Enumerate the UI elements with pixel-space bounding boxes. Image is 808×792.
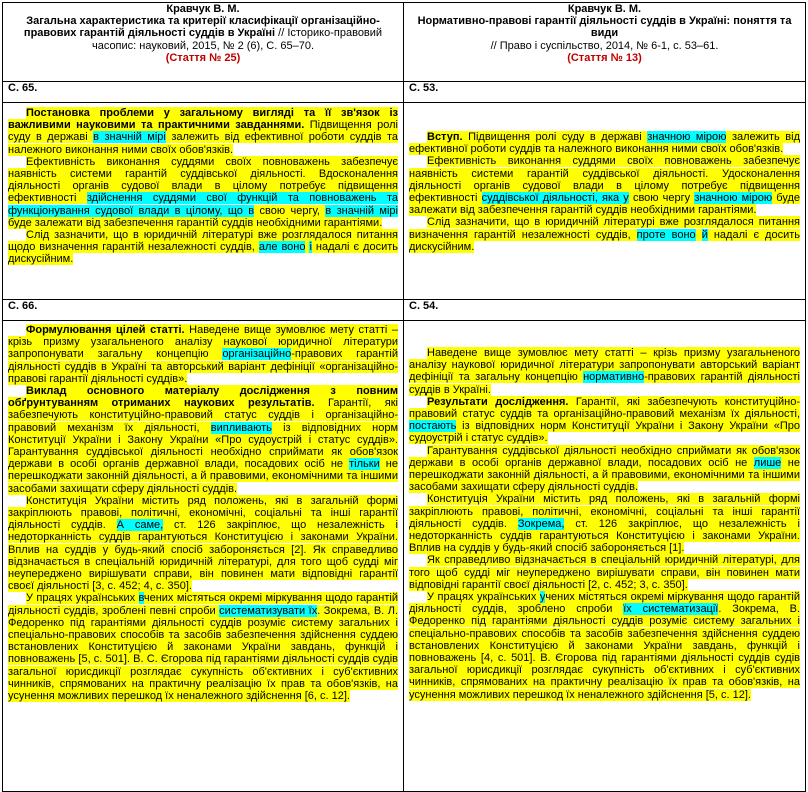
cyan-highlight: систематизувати їх [219, 604, 318, 617]
text-fragment: Конституція України містить ряд положень, які в загальній формі закріплюють правові, політичні, економічні, соціальні та інші гарантії діяльності суддів. [409, 493, 800, 530]
text-fragment [696, 229, 702, 241]
paragraph [409, 554, 800, 591]
text-fragment: не перешкоджати законній діяльності, а й правовими, економічними та іншими засобами захищати сферу діяльності суддів. [8, 458, 399, 495]
page-row-1 [3, 82, 806, 103]
text-fragment: Слід зазначити, що в юридичній літературі вже розглядалося питання щодо визначення гарантій незалежності суддів, [8, 229, 398, 254]
cyan-highlight: значною мірою [694, 192, 773, 205]
text-fragment: Гарантії, які забезпечують конституційно-правовий статус суддів і організаційно-правовий механізм їх діяльності, [8, 397, 398, 434]
comparison-table [2, 2, 806, 792]
paragraph [8, 592, 398, 702]
section-heading: Виклад основного матеріалу дослідження з повним обґрунтуванням отриманих наукових результатів. [8, 385, 398, 410]
cyan-highlight: в значній мірі [93, 131, 166, 144]
left-article-title: Загальна характеристика та критерії класифікації організаційно-правових гарантій діяльності суддів в Україні [23, 15, 380, 40]
text-fragment: залежить від ефективної роботи суддів та належного виконання ними своїх обов'язків. [8, 131, 398, 156]
cyan-highlight: Зокрема, [517, 517, 565, 530]
right-text-cell [404, 103, 806, 300]
right-page-label: С. 54. [404, 300, 806, 321]
paragraph [409, 396, 800, 445]
text-fragment: . Зокрема, В. Л. Федоренко під гарантіями діяльності суддів розуміє систему загальних і спеціально-правових способів та засобів забезпечення здійснення суддею встановлених Конституцією й законами України завдань, функцій і повноважень [5, с. 501]. В. С. Єгорова під гарантіями діяльності суддів судів загальної юрисдикції розглядає сукупність об'єктивних і суб'єктивних чинників, спрямованих на практичну реалізацію їх прав та обов'язків, на усунення можливих перешкод їх неналежного здійснення [6, с. 12]. [8, 604, 399, 703]
cyan-highlight: організаційно [222, 348, 292, 361]
paragraph [8, 324, 398, 385]
paragraph [8, 385, 398, 495]
text-fragment: У працях українських [26, 592, 139, 605]
header-row [3, 3, 806, 82]
text-row-1 [3, 103, 806, 300]
text-fragment: буде залежати від забезпечення гарантій суддів необхідними гарантіями. [409, 192, 800, 217]
left-source-citation: // Історико-правовий часопис: науковий, 2015, № 2 (6), С. 65–70. [91, 27, 383, 52]
paragraph [409, 216, 800, 253]
text-fragment: надалі є досить дискусійним. [409, 228, 801, 253]
cyan-highlight: в [138, 592, 144, 605]
text-fragment: чених містяться окремі міркування щодо гарантій діяльності суддів, зроблені певні спроби [8, 592, 398, 617]
cyan-highlight: в значній мірі [325, 204, 398, 217]
text-fragment: ст. 126 закріплює, що незалежність і недоторканність суддів гарантуються Конституцією і законами України. Вплив на суддів у будь-який спосіб забороняється [2]. Як справедливо відзначається в спеціальній юридичній літературі, для того щоб судді міг неупереджено вирішувати справи, він повинен мати відповідні гарантії своєї діяльності [3, с. 452; 4, с. 350]. [8, 519, 398, 593]
text-fragment: із відповідних норм Конституції України і Закону України «Про судоустрій і статус суддів». [409, 420, 800, 445]
text-fragment: буде залежати від забезпечення гарантій суддів необхідними гарантіями. [8, 216, 383, 229]
page-row-2 [3, 300, 806, 321]
cyan-highlight: здійснення суддями свої функцій та повноважень та функціонування судової влади в цілому, що в [8, 192, 398, 217]
section-heading: Формулювання цілей статті. [26, 324, 185, 336]
text-fragment: Підвищення ролі суду в державі [8, 119, 398, 144]
text-fragment: свою чергу, [254, 204, 326, 217]
left-author: Кравчук В. М. [166, 3, 240, 15]
section-heading: Постановка проблеми у загальному вигляді та її зв'язок із важливими науковими та практичними завданнями. [8, 107, 398, 132]
text-fragment: . Зокрема, В. Федоренко під гарантіями діяльності суддів розуміє систему загальних і спеціально-правових способів та засобів забезпечення здійснення суддею встановлених Конституцією й законами України завдань, функцій і повноважень [4, с. 501]. В. Єгорова під гарантіями діяльності суддів судів загальної юрисдикції розглядає сукупність об'єктивних і суб'єктивних чинників, спрямованих на практичну реалізацію їх прав та обов'язків, на усунення можливих перешкод їх неналежного здійснення [5, с. 12]. [409, 603, 801, 701]
text-fragment: Як справедливо відзначається в спеціальній юридичній літературі, для того щоб судді міг неупереджено вирішувати справи, він повинен мати відповідні гарантії своєї діяльності [2, с. 452; 3, с. 350]. [409, 554, 800, 591]
cyan-highlight: їх систематизації [623, 603, 719, 616]
text-fragment: надалі є досить дискусійним. [8, 241, 398, 266]
paragraph [8, 495, 398, 593]
cyan-highlight: А саме, [116, 519, 164, 532]
text-fragment: із відповідних норм Конституції України і Закону України «Про судоустрій і статус суддів». Гарантування суддівської діяльності необхідно сприймати як обов'язок держави в особі органів державної влади, посадових осіб не [8, 421, 399, 471]
text-fragment: Ефективність виконання суддями своїх повноважень забезпечує наявність системи гарантій суддівської діяльності. Удосконалення діяльності органів судової влади в цілому потребує підвищення ефективності [409, 155, 800, 205]
paragraph [409, 591, 800, 701]
right-author: Кравчук В. М. [567, 3, 642, 15]
cyan-highlight: у [539, 591, 546, 604]
paragraph [8, 156, 398, 229]
text-fragment: Гарантії, які забезпечують конституційно-правовий статус суддів та організаційно-правовий механізм їх діяльності, [409, 395, 800, 421]
text-fragment: -правових гарантій діяльності суддів в Україні. [409, 371, 800, 396]
text-fragment: Слід зазначити, що в юридичній літературі вже розглядалося питання визначення гарантій незалежності суддів, [409, 216, 800, 241]
section-heading: Результати дослідження. [427, 395, 569, 408]
text-fragment: Конституція України містить ряд положень, які в загальній формі закріплюють правові, політичні, економічні, соціальні та інші гарантії діяльності суддів. [8, 494, 398, 532]
left-text-cell [3, 321, 404, 792]
text-fragment: Гарантування суддівської діяльності необхідно сприймати як обов'язок держави в особі органів державної влади, посадових осіб не [409, 444, 800, 469]
cyan-highlight: значною мірою [647, 131, 727, 143]
paragraph [409, 155, 800, 216]
left-page-label: С. 65. [3, 82, 404, 103]
paragraph [409, 445, 800, 494]
text-fragment: У працях українських [427, 591, 540, 604]
text-fragment: ст. 126 закріплює, що незалежність і недоторканність суддів гарантуються Конституцією і законами України. Вплив на суддів у будь-який спосіб забороняється [1]. [409, 517, 800, 555]
paragraph [409, 131, 800, 155]
text-fragment: Наведене вище зумовлює мету статті – крізь призму узагальненого аналізу наукової юридичної літератури запропонувати авторський варіант дефініції та загальну концепцію [409, 347, 800, 384]
text-fragment: -правових гарантій діяльності суддів в Україні та авторський варіант дефініції «організаційно-правові гарантії діяльності суддів». [8, 348, 398, 385]
text-row-2 [3, 321, 806, 792]
text-fragment: Наведене вище зумовлює мету статті – крізь призму узагальненого аналізу наукової юридичної літератури запропонувати загальну концепцію [8, 324, 398, 361]
paragraph [409, 493, 800, 554]
paragraph [8, 107, 398, 156]
right-article-title: Нормативно-правові гарантії діяльності суддів в Україні: поняття та види [417, 15, 792, 40]
right-page-label: С. 53. [404, 82, 806, 103]
right-text-cell [404, 321, 806, 792]
cyan-highlight: випливають [210, 421, 272, 434]
left-text-cell [3, 103, 404, 300]
cyan-highlight: нормативно [583, 371, 645, 384]
right-source-header [404, 3, 806, 82]
text-fragment: залежить від ефективної роботи суддів та належного виконання ними своїх обов'язків. [409, 131, 801, 156]
right-article-ref: (Стаття № 13) [567, 51, 642, 64]
cyan-highlight: тільки [349, 458, 380, 471]
section-heading: Вступ. [427, 131, 463, 143]
cyan-highlight: й [701, 228, 708, 241]
cyan-highlight: проте воно [636, 228, 696, 241]
cyan-highlight: суддівської діяльності, яка у [481, 192, 629, 205]
text-fragment: не перешкоджати законній діяльності, а й правовими, економічними та іншими засобами захищати сферу діяльності суддів. [409, 456, 801, 494]
left-source-header [3, 3, 404, 82]
cyan-highlight: але воно [258, 241, 306, 254]
text-fragment: Ефективність виконання суддями своїх повноважень забезпечує наявність системи гарантій суддівської діяльності. Вдосконалення діяльності органів судової влади в цілому потребує підвищення ефективності [8, 155, 398, 205]
right-source-citation: // Право і суспільство, 2014, № 6-1, с. 53–61. [490, 39, 719, 52]
cyan-highlight: лише [753, 456, 782, 469]
text-fragment: чених містяться окремі міркування щодо гарантій діяльності суддів, зроблено спроби [409, 591, 800, 616]
text-fragment: свою чергу [628, 192, 695, 205]
left-page-label: С. 66. [3, 300, 404, 321]
cyan-highlight: і [309, 241, 312, 254]
text-fragment: Підвищення ролі суду в державі [462, 131, 648, 143]
paragraph [8, 229, 398, 266]
cyan-highlight: постають [409, 420, 457, 433]
left-article-ref: (Стаття № 25) [165, 51, 241, 64]
paragraph [409, 347, 800, 396]
